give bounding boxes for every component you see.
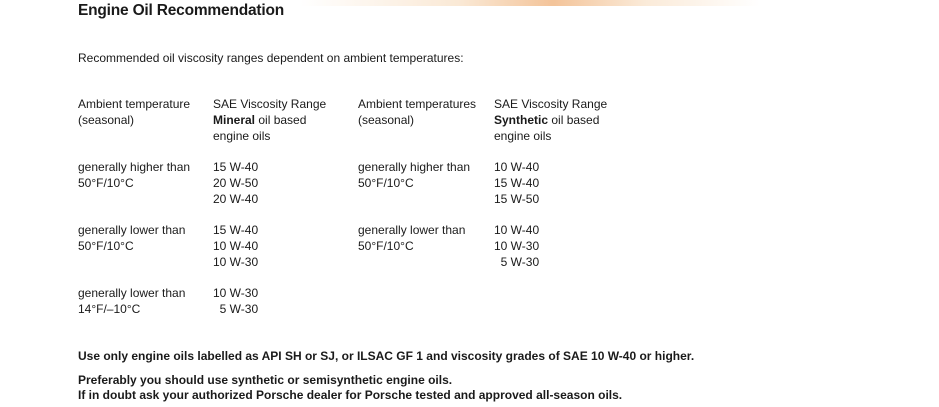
synthetic-row2-grade1: 10 W-40	[494, 223, 540, 237]
mineral-row1-temp-line1: generally higher than	[78, 160, 191, 174]
mineral-row2-grade2: 10 W-40	[213, 239, 259, 253]
synthetic-row2-grade2: 10 W-30	[494, 239, 540, 253]
mineral-sae-header-line2: Mineral oil based	[213, 113, 307, 127]
mineral-sae-header-line3: engine oils	[213, 129, 271, 143]
mineral-row2-grade1: 15 W-40	[213, 223, 259, 237]
synthetic-row1-grade3: 15 W-50	[494, 192, 540, 206]
synthetic-sae-header-line1: SAE Viscosity Range	[494, 97, 608, 111]
header-accent-strip	[300, 0, 760, 6]
note-api-requirement: Use only engine oils labelled as API SH or SJ, or ILSAC GF 1 and viscosity grades of SAE 10 W-40 or higher.	[78, 349, 695, 363]
synthetic-sae-header-line3: engine oils	[494, 129, 552, 143]
intro-text: Recommended oil viscosity ranges dependent on ambient temperatures:	[78, 51, 464, 65]
mineral-temp-header-line2: (seasonal)	[78, 113, 135, 127]
mineral-row2-grade3: 10 W-30	[213, 255, 259, 269]
mineral-row3-grade1: 10 W-30	[213, 286, 259, 300]
synthetic-row1-temp-line2: 50°F/10°C	[358, 176, 414, 190]
page-title: Engine Oil Recommendation	[78, 2, 284, 19]
mineral-row2-temp-line1: generally lower than	[78, 223, 186, 237]
synthetic-row1-grade2: 15 W-40	[494, 176, 540, 190]
mineral-oil-type: Mineral	[213, 113, 256, 127]
synthetic-row1-temp-line1: generally higher than	[358, 160, 471, 174]
synthetic-sae-header-line2: Synthetic oil based	[494, 113, 600, 127]
note-synthetic-preference: Preferably you should use synthetic or semisynthetic engine oils.	[78, 373, 453, 387]
synthetic-row1-grade1: 10 W-40	[494, 160, 540, 174]
mineral-row3-grade2: 5 W-30	[213, 302, 259, 316]
mineral-row3-temp-line1: generally lower than	[78, 286, 186, 300]
note-dealer-advice: If in doubt ask your authorized Porsche dealer for Porsche tested and approved all-season oils.	[78, 388, 623, 402]
mineral-row1-temp-line2: 50°F/10°C	[78, 176, 134, 190]
mineral-row1-grade1: 15 W-40	[213, 160, 259, 174]
mineral-row1-grade2: 20 W-50	[213, 176, 259, 190]
synthetic-row2-temp-line1: generally lower than	[358, 223, 466, 237]
synthetic-temp-header-line1: Ambient temperatures	[358, 97, 477, 111]
synthetic-oil-type: Synthetic	[494, 113, 549, 127]
mineral-temp-header-line1: Ambient temperature	[78, 97, 191, 111]
synthetic-temp-header-line2: (seasonal)	[358, 113, 415, 127]
mineral-row1-grade3: 20 W-40	[213, 192, 259, 206]
synthetic-row2-temp-line2: 50°F/10°C	[358, 239, 414, 253]
mineral-row3-temp-line2: 14°F/–10°C	[78, 302, 141, 316]
mineral-row2-temp-line2: 50°F/10°C	[78, 239, 134, 253]
synthetic-row2-grade3: 5 W-30	[494, 255, 540, 269]
mineral-sae-header-line1: SAE Viscosity Range	[213, 97, 327, 111]
